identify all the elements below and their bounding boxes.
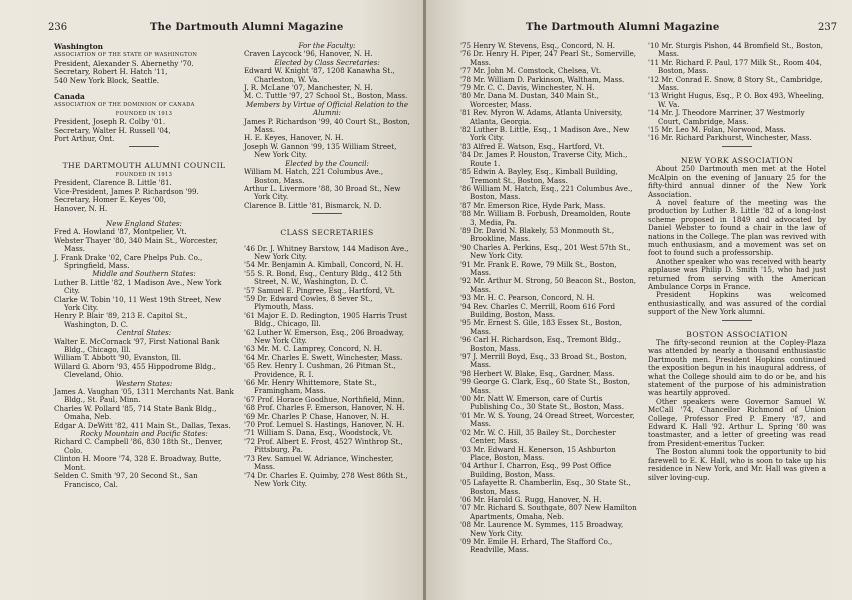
entry-line: '70 Prof. Lemuel S. Hastings, Hanover, N. H. — [244, 420, 405, 430]
entry-line: H. E. Keyes, Hanover, N. H. — [244, 133, 344, 143]
entry-line: James P. Richardson '99, 40 Court St., Boston, Mass. — [244, 116, 410, 135]
entry-line: '72 Prof. Albert E. Frost, 4527 Winthrop St., Pittsburg, Pa. — [244, 436, 403, 455]
entry-line: Joseph W. Gannon '99, 135 William Street, New York City. — [244, 141, 397, 160]
entry-line: Edgar A. DeWitt '82, 411 Main St., Dallas, Texas. — [54, 420, 231, 430]
subsection-heading: Rocky Mountain and Pacific States: — [80, 429, 208, 439]
entry-line: Charles W. Pollard '85, 714 State Bank Bldg., Omaha, Neb. — [54, 403, 217, 422]
entry-line: '97 J. Merrill Boyd, Esq., 33 Broad St., Boston, Mass. — [460, 352, 627, 370]
subsection-heading: Middle and Southern States: — [92, 269, 196, 279]
entry-line: '91 Mr. Frank E. Rowe, 79 Milk St., Boston, Mass. — [460, 259, 617, 277]
entry-line: '99 George G. Clark, Esq., 60 State St., Boston, Mass. — [460, 377, 630, 395]
left-column-1 — [54, 42, 234, 489]
entry-line: '54 Mr. Benjamin A. Kimball, Concord, N. H. — [244, 260, 404, 270]
entry-line: '84 Dr. James P. Houston, Traverse City, Mich., Route 1. — [460, 150, 628, 168]
entry-line: '82 Luther B. Little, Esq., 1 Madison Ave., New York City. — [460, 125, 630, 143]
divider — [312, 213, 342, 214]
entry-line: '98 Herbert W. Blake, Esq., Gardner, Mass. — [460, 368, 615, 378]
right-column-1 — [460, 42, 638, 555]
entry-line: '73 Rev. Samuel W. Adriance, Winchester, Mass. — [244, 453, 394, 472]
paragraph: Another speaker who was received with hearty applause was Philip D. Smith '15, who had just returned from serving with the American Ambulance Corps in France. — [648, 256, 826, 291]
entry-line: J. R. McLane '07, Manchester, N. H. — [244, 83, 373, 93]
entry-line: Vice-President, James P. Richardson '99. — [54, 186, 199, 196]
entry-line: '04 Arthur I. Charron, Esq., 99 Post Office Building, Boston, Mass. — [460, 461, 612, 479]
entry-line: Luther B. Little '82, 1 Madison Ave., New York City. — [54, 277, 222, 296]
entry-line: '78 Mr. William D. Parkinson, Waltham, Mass. — [460, 74, 625, 84]
entry-line: '83 Alfred E. Watson, Esq., Hartford, Vt. — [460, 141, 605, 151]
entry-line: '67 Prof. Horace Goodhue, Northfield, Minn. — [244, 394, 405, 404]
paragraph: A novel feature of the meeting was the production by Luther B. Little '82 of a long-lost scheme proposed in 1849 and advocated by Daniel Webster to found a chair in the law of nations in the College. The plan was revived with much enthusiasm, and a movement was set on foot to found such a professorship. — [648, 197, 826, 258]
entry-line: Port Arthur, Ont. — [54, 134, 115, 144]
entry-line: '57 Samuel E. Pingree, Esq., Hartford, Vt. — [244, 285, 395, 295]
section-title: NEW YORK ASSOCIATION — [680, 155, 794, 165]
paragraph: Other speakers were Governor Samuel W. McCall '74, Chancellor Richmond of Union College, Professor Fred P. Emery '87, and Edward K. Hall '92. Arthur L. Spring '80 was toastmaster, and a letter of greeting was read from President-emeritus Tucker. — [648, 396, 826, 448]
entry-line: '62 Luther W. Emerson, Esq., 206 Broadway, New York City. — [244, 327, 405, 345]
entry-line: '00 Mr. Natt W. Emerson, care of Curtis Publishing Co., 30 State St., Boston, Mass. — [460, 394, 624, 412]
entry-line: '68 Prof. Charles F. Emerson, Hanover, N. H. — [244, 403, 405, 413]
entry-line: '79 Mr. C. C. Davis, Winchester, N. H. — [460, 83, 595, 93]
entry-line: 540 New York Block, Seattle. — [54, 75, 160, 85]
section-heading: Canada — [54, 92, 85, 102]
entry-line: '75 Henry W. Stevens, Esq., Concord, N. H. — [460, 41, 616, 50]
entry-line: '12 Mr. Conrad E. Snow, 8 Story St., Cambridge, Mass. — [648, 74, 823, 93]
entry-line: '86 William M. Hatch, Esq., 221 Columbus Ave., Boston, Mass. — [460, 183, 633, 202]
entry-line: Secretary, Homer E. Keyes '00, — [54, 195, 167, 205]
entry-line: '77 Mr. John M. Comstock, Chelsea, Vt. — [460, 66, 602, 76]
entry-line: '65 Rev. Henry I. Cushman, 26 Pitman St., Providence, R. I. — [244, 361, 396, 379]
entry-line: Fred A. Howland '87, Montpelier, Vt. — [54, 227, 187, 237]
association-name: ASSOCIATION OF THE STATE OF WASHINGTON — [54, 52, 198, 59]
entry-line: Clarence B. Little '81, Bismarck, N. D. — [244, 200, 382, 210]
entry-line: '64 Mr. Charles E. Swett, Winchester, Mass. — [244, 352, 403, 362]
left-column-2 — [244, 42, 410, 488]
page-number-right: 237 — [818, 22, 838, 33]
subsection-heading: For the Faculty: — [298, 41, 356, 50]
paragraph: The Boston alumni took the opportunity to bid farewell to E. K. Hall, who is soon to take up his residence in New York, and Mr. Hall was given a silver loving-cup. — [648, 447, 826, 482]
entry-line: Hanover, N. H. — [54, 203, 108, 213]
entry-line: Craven Laycock '96, Hanover, N. H. — [244, 49, 373, 59]
spacer — [54, 85, 234, 92]
entry-line: J. Frank Drake '02, Care Phelps Pub. Co., Springfield, Mass. — [54, 252, 203, 270]
entry-line: Willard G. Aborn '93, 455 Hippodrome Bldg., Cleveland, Ohio. — [54, 361, 217, 380]
entry-line: '69 Mr. Charles P. Chase, Hanover, N. H. — [244, 411, 390, 421]
entry-line: Walter E. McCornack '97, First National Bank Bldg., Chicago, Ill. — [54, 336, 220, 354]
entry-line: '03 Mr. Edward H. Kenerson, 15 Ashburton Place, Boston, Mass. — [460, 444, 616, 462]
subsection-heading: Elected by the Council: — [285, 158, 369, 168]
section-heading: Washington — [54, 42, 104, 51]
entry-line: '76 Dr. Henry H. Piper, 247 Pearl St., Somerville, Mass. — [460, 49, 637, 67]
page-number-left: 236 — [48, 22, 68, 33]
entry-line: '71 William S. Dana, Esq., Woodstock, Vt. — [244, 428, 393, 438]
entry-line: '15 Mr. Leo M. Folan, Norwood, Mass. — [648, 125, 786, 135]
entry-line: '93 Mr. H. C. Pearson, Concord, N. H. — [460, 293, 595, 303]
entry-line: Secretary, Robert H. Hatch '11, — [54, 67, 168, 77]
entry-line: '90 Charles A. Perkins, Esq., 201 West 57th St., New York City. — [460, 242, 631, 261]
entry-line: '89 Dr. David N. Blakely, 53 Monmouth St., Brookline, Mass. — [460, 225, 615, 244]
entry-line: '66 Mr. Henry Whittemore, State St., Framingham, Mass. — [244, 378, 377, 396]
subsection-heading: Elected by Class Secretaries: — [274, 57, 380, 67]
entry-line: '07 Mr. Richard S. Southgate, 807 New Hamilton Apartments, Omaha, Neb. — [460, 503, 637, 521]
entry-line: '81 Rev. Myron W. Adams, Atlanta University, Atlanta, Georgia. — [460, 108, 623, 126]
entry-line: '46 Dr. J. Whitney Barstow, 144 Madison Ave., New York City. — [244, 243, 409, 261]
entry-line: '87 Mr. Emerson Rice, Hyde Park, Mass. — [460, 200, 606, 210]
running-head-left: The Dartmouth Alumni Magazine — [150, 22, 344, 33]
entry-line: '85 Edwin A. Bayley, Esq., Kimball Building, Tremont St., Boston, Mass. — [460, 167, 618, 185]
entry-line: Webster Thayer '80, 340 Main St., Worcester, Mass. — [54, 235, 218, 254]
entry-line: '74 Dr. Charles E. Quimby, 278 West 86th St., New York City. — [244, 470, 408, 488]
entry-line: '01 Mr. W. S. Young, 24 Oread Street, Worcester, Mass. — [460, 410, 635, 429]
entry-line: '16 Mr. Richard Parkhurst, Winchester, Mass. — [648, 133, 812, 143]
entry-line: Secretary, Walter H. Russell '04, — [54, 125, 171, 135]
subsection-heading: Western States: — [115, 378, 173, 388]
entry-line: William T. Abbott '90, Evanston, Ill. — [54, 353, 181, 363]
entry-line: '13 Wright Hugus, Esq., P. O. Box 493, Wheeling, W. Va. — [648, 91, 824, 109]
entry-line: William M. Hatch, 221 Columbus Ave., Boston, Mass. — [244, 167, 384, 185]
entry-line: Edward W. Knight '87, 1208 Kanawha St., Charleston, W. Va. — [244, 66, 395, 84]
entry-line: '96 Carl H. Richardson, Esq., Tremont Bldg., Boston, Mass. — [460, 335, 621, 353]
paragraph: The fifty-second reunion at the Copley-Plaza was attended by nearly a thousand enthusiastic Dartmouth men. President Hopkins continued the exposition begun in his inaugural address, of what the College should aim to do or be, and his statement of the purpose of his administration was heartily approved. — [648, 338, 826, 398]
founded-note: FOUNDED IN 1913 — [115, 110, 173, 117]
entry-line: Selden C. Smith '97, 20 Second St., San Francisco, Cal. — [54, 471, 198, 489]
entry-line: President, Clarence B. Little '81. — [54, 178, 172, 188]
subsection-heading: New England States: — [106, 218, 182, 228]
entry-line: '08 Mr. Laurence M. Symmes, 115 Broadway, New York City. — [460, 520, 624, 538]
entry-line: '61 Major E. D. Redington, 1905 Harris Trust Bldg., Chicago, Ill. — [244, 310, 407, 329]
divider — [129, 146, 159, 147]
subsection-heading: Members by Virtue of Official Relation to the Alumni: — [245, 99, 409, 118]
entry-line: '55 S. R. Bond, Esq., Century Bldg., 412 5th Street, N. W., Washington, D. C. — [244, 268, 402, 287]
entry-line: '05 Lafayette R. Chamberlin, Esq., 30 State St., Boston, Mass. — [460, 478, 631, 496]
entry-line: '92 Mr. Arthur M. Strong, 50 Beacon St., Boston, Mass. — [460, 276, 637, 294]
divider — [722, 146, 752, 147]
section-title: THE DARTMOUTH ALUMNI COUNCIL — [62, 161, 226, 171]
paragraph: About 250 Dartmouth men met at the Hotel McAlpin on the evening of January 25 for the fifty-third annual dinner of the New York Association. — [648, 164, 826, 199]
subsection-heading: Central States: — [116, 328, 172, 338]
entry-line: '94 Rev. Charles C. Merrill, Room 616 Ford Building, Boston, Mass. — [460, 301, 616, 319]
entry-line: '88 Mr. William B. Forbush, Dreamolden, Route 3, Media, Pa. — [460, 209, 631, 227]
entry-line: Clarke W. Tobin '10, 11 West 19th Street, New York City. — [54, 294, 222, 312]
entry-line: '95 Mr. Ernest S. Gile, 183 Essex St., Boston, Mass. — [460, 318, 622, 336]
entry-line: '09 Mr. Emile H. Erhard, The Stafford Co., Readville, Mass. — [460, 536, 613, 555]
entry-line: '14 Mr. J. Theodore Marriner, 37 Westmorly Court, Cambridge, Mass. — [648, 108, 805, 126]
entry-line: '06 Mr. Harold G. Rugg, Hanover, N. H. — [460, 494, 602, 504]
association-name: ASSOCIATION OF THE DOMINION OF CANADA — [54, 102, 195, 109]
entry-line: President, Alexander S. Abernethy '70. — [54, 58, 194, 68]
entry-line: M. C. Tuttle '97, 27 School St., Boston, Mass. — [244, 91, 408, 101]
entry-line: '80 Mr. Dana M. Dustan, 340 Main St., Worcester, Mass. — [460, 91, 600, 109]
entry-line: '02 Mr. W. C. Hill, 35 Bailey St., Dorchester Center, Mass. — [460, 427, 616, 446]
entry-line: James A. Vaughan '05, 1311 Merchants Nat. Bank Bldg., St. Paul, Minn. — [54, 387, 234, 405]
right-page — [426, 0, 852, 600]
section-title: CLASS SECRETARIES — [280, 228, 374, 238]
divider — [722, 320, 752, 321]
entry-line: '11 Mr. Richard F. Paul, 177 Milk St., Room 404, Boston, Mass. — [648, 57, 822, 76]
entry-line: President, Joseph R. Colby '01. — [54, 117, 166, 127]
left-page — [0, 0, 424, 600]
entry-line: '59 Dr. Edward Cowles, 8 Sever St., Plymouth, Mass. — [244, 293, 373, 312]
entry-line: Arthur L. Livermore '88, 30 Broad St., New York City. — [244, 183, 401, 202]
entry-line: Richard C. Campbell '86, 830 18th St., Denver, Colo. — [54, 437, 223, 455]
entry-line: Henry P. Blair '89, 213 E. Capitol St., Washington, D. C. — [54, 311, 188, 329]
entry-line: Clinton H. Moore '74, 328 E. Broadway, Butte, Mont. — [54, 454, 222, 472]
entry-line: '10 Mr. Sturgis Pishon, 44 Bromfield St., Boston, Mass. — [648, 41, 824, 59]
section-title: BOSTON ASSOCIATION — [686, 329, 788, 339]
running-head-right: The Dartmouth Alumni Magazine — [526, 22, 720, 33]
paragraph: President Hopkins was welcomed enthusiastically, and was assured of the cordial support of the New York alumni. — [648, 290, 826, 317]
right-column-2 — [648, 42, 826, 482]
entry-line: '63 Mr. M. C. Lamprey, Concord, N. H. — [244, 344, 383, 354]
founded-note: FOUNDED IN 1913 — [115, 171, 173, 178]
